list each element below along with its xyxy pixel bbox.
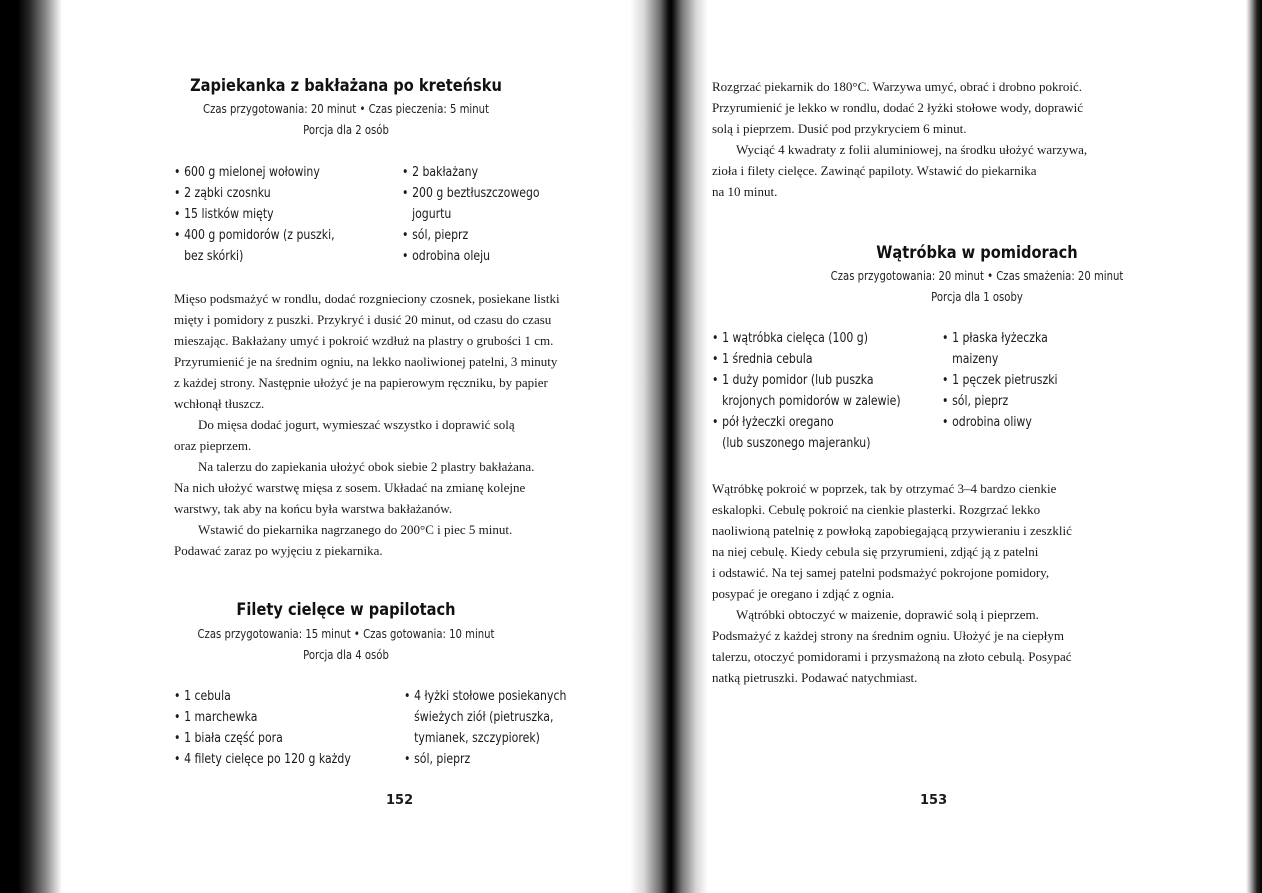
list-item: • 1 średnia cebula	[712, 349, 907, 370]
recipe-times: Czas przygotowania: 20 minut • Czas pieczenia: 5 minut	[203, 102, 489, 116]
text-line: Wątróbkę pokroić w poprzek, tak by otrzymać 3–4 bardzo cienkie	[712, 481, 1057, 496]
recipe-title: Wątróbka w pomidorach	[876, 243, 1078, 263]
list-item: tymianek, szczypiorek)	[414, 731, 540, 746]
recipe-servings: Porcja dla 1 osoby	[931, 290, 1023, 304]
recipe-servings: Porcja dla 2 osób	[303, 123, 389, 137]
list-item: • 2 ząbki czosnku	[174, 183, 359, 204]
right-page	[708, 0, 1246, 893]
text-line: Do mięsa dodać jogurt, wymieszać wszystko i doprawić solą	[198, 417, 515, 432]
text-line: Rozgrzać piekarnik do 180°C. Warzywa umyć, obrać i drobno pokroić.	[712, 79, 1082, 94]
text-line: warstwy, tak aby na końcu była warstwa bakłażanów.	[174, 501, 453, 516]
text-line: eskalopki. Cebulę pokroić na cienkie plasterki. Rozgrzać lekko	[712, 502, 1041, 517]
recipe-instructions-continued	[712, 76, 1087, 202]
text-line: solą i pieprzem. Dusić pod przykryciem 6 minut.	[712, 121, 967, 136]
list-item: • 200 g beztłuszczowego	[402, 183, 570, 204]
list-item: • 1 wątróbka cielęca (100 g)	[712, 328, 907, 349]
text-line: Na talerzu do zapiekania ułożyć obok siebie 2 plastry bakłażana.	[198, 459, 535, 474]
book-spine	[630, 0, 708, 893]
text-line: Na nich ułożyć warstwę mięsa z sosem. Układać na zmianę kolejne	[174, 480, 526, 495]
ingredients-column-2	[402, 162, 602, 267]
list-item: • 4 łyżki stołowe posiekanych	[404, 686, 589, 707]
text-line: Podawać zaraz po wyjęciu z piekarnika.	[174, 543, 383, 558]
list-item: • 2 bakłażany	[402, 162, 570, 183]
ingredients-column-2	[942, 328, 1122, 433]
list-item: • 15 listków mięty	[174, 204, 359, 225]
text-line: i odstawić. Na tej samej patelni podsmażyć pokrojone pomidory,	[712, 565, 1050, 580]
scan-shadow-left	[0, 0, 62, 893]
ingredients-column-1	[174, 686, 404, 770]
text-line: Mięso podsmażyć w rondlu, dodać rozgnieciony czosnek, posiekane listki	[174, 291, 560, 306]
text-line: natką pietruszki. Podawać natychmiast.	[712, 670, 918, 685]
recipe-times: Czas przygotowania: 20 minut • Czas smażenia: 20 minut	[830, 269, 1124, 283]
list-item: świeżych ziół (pietruszka,	[414, 710, 554, 725]
list-item: • 1 cebula	[174, 686, 367, 707]
list-item: • 1 marchewka	[174, 707, 367, 728]
ingredients-column-2	[404, 686, 624, 770]
text-line: mieszając. Bakłażany umyć i pokroić wzdłuż na plastry o grubości 1 cm.	[174, 333, 554, 348]
text-line: mięty i pomidory z puszki. Przykryć i dusić 20 minut, od czasu do czasu	[174, 312, 552, 327]
list-item: • 400 g pomidorów (z puszki,	[174, 225, 359, 246]
list-item: • 1 biała część pora	[174, 728, 367, 749]
list-item: • odrobina oliwy	[942, 412, 1093, 433]
text-line: na niej cebulę. Kiedy cebula się przyrumieni, zdjąć ją z patelni	[712, 544, 1039, 559]
recipe-title: Filety cielęce w papilotach	[236, 600, 456, 620]
list-item: • 4 filety cielęce po 120 g każdy	[174, 749, 367, 770]
text-line: zioła i filety cielęce. Zawinąć papiloty. Wstawić do piekarnika	[712, 163, 1037, 178]
text-line: posypać je oregano i zdjąć z ognia.	[712, 586, 895, 601]
list-item: jogurtu	[412, 207, 452, 222]
list-item: • sól, pieprz	[942, 391, 1093, 412]
text-line: wchłonął tłuszcz.	[174, 396, 265, 411]
list-item: • 1 duży pomidor (lub puszka	[712, 370, 907, 391]
text-line: talerzu, otoczyć pomidorami i przysmażoną na złoto cebulą. Posypać	[712, 649, 1072, 664]
text-line: Wyciąć 4 kwadraty z folii aluminiowej, na środku ułożyć warzywa,	[736, 142, 1088, 157]
recipe-instructions	[712, 478, 1072, 688]
page-number: 153	[920, 793, 948, 808]
text-line: Przyrumienić je na średnim ogniu, na lekko naoliwionej patelni, 3 minuty	[174, 354, 558, 369]
list-item: • 600 g mielonej wołowiny	[174, 162, 359, 183]
scan-shadow-right	[1246, 0, 1262, 893]
text-line: oraz pieprzem.	[174, 438, 252, 453]
list-item: krojonych pomidorów w zalewie)	[722, 394, 901, 409]
list-item: bez skórki)	[184, 249, 244, 264]
list-item: • sól, pieprz	[402, 225, 570, 246]
recipe-instructions	[174, 288, 560, 561]
list-item: maizeny	[952, 352, 999, 367]
list-item: • 1 płaska łyżeczka	[942, 328, 1093, 349]
text-line: z każdej strony. Następnie ułożyć je na papierowym ręczniku, by papier	[174, 375, 548, 390]
list-item: • sól, pieprz	[404, 749, 589, 770]
text-line: Wstawić do piekarnika nagrzanego do 200°C i piec 5 minut.	[198, 522, 513, 537]
ingredients-column-1	[712, 328, 944, 454]
list-item: • odrobina oleju	[402, 246, 570, 267]
text-line: na 10 minut.	[712, 184, 778, 199]
page-number: 152	[386, 793, 414, 808]
text-line: Podsmażyć z każdej strony na średnim ogniu. Ułożyć je na ciepłym	[712, 628, 1064, 643]
list-item: • pół łyżeczki oregano	[712, 412, 907, 433]
left-page	[62, 0, 630, 893]
recipe-times: Czas przygotowania: 15 minut • Czas gotowania: 10 minut	[197, 627, 495, 641]
text-line: naoliwioną patelnię z powłoką zapobiegającą przywieraniu i zeszklić	[712, 523, 1072, 538]
recipe-servings: Porcja dla 4 osób	[303, 648, 389, 662]
recipe-title: Zapiekanka z bakłażana po kreteńsku	[190, 76, 502, 96]
list-item: • 1 pęczek pietruszki	[942, 370, 1093, 391]
list-item: (lub suszonego majeranku)	[722, 436, 871, 451]
text-line: Wątróbki obtoczyć w maizenie, doprawić solą i pieprzem.	[736, 607, 1039, 622]
ingredients-column-1	[174, 162, 394, 267]
text-line: Przyrumienić je lekko w rondlu, dodać 2 łyżki stołowe wody, doprawić	[712, 100, 1084, 115]
